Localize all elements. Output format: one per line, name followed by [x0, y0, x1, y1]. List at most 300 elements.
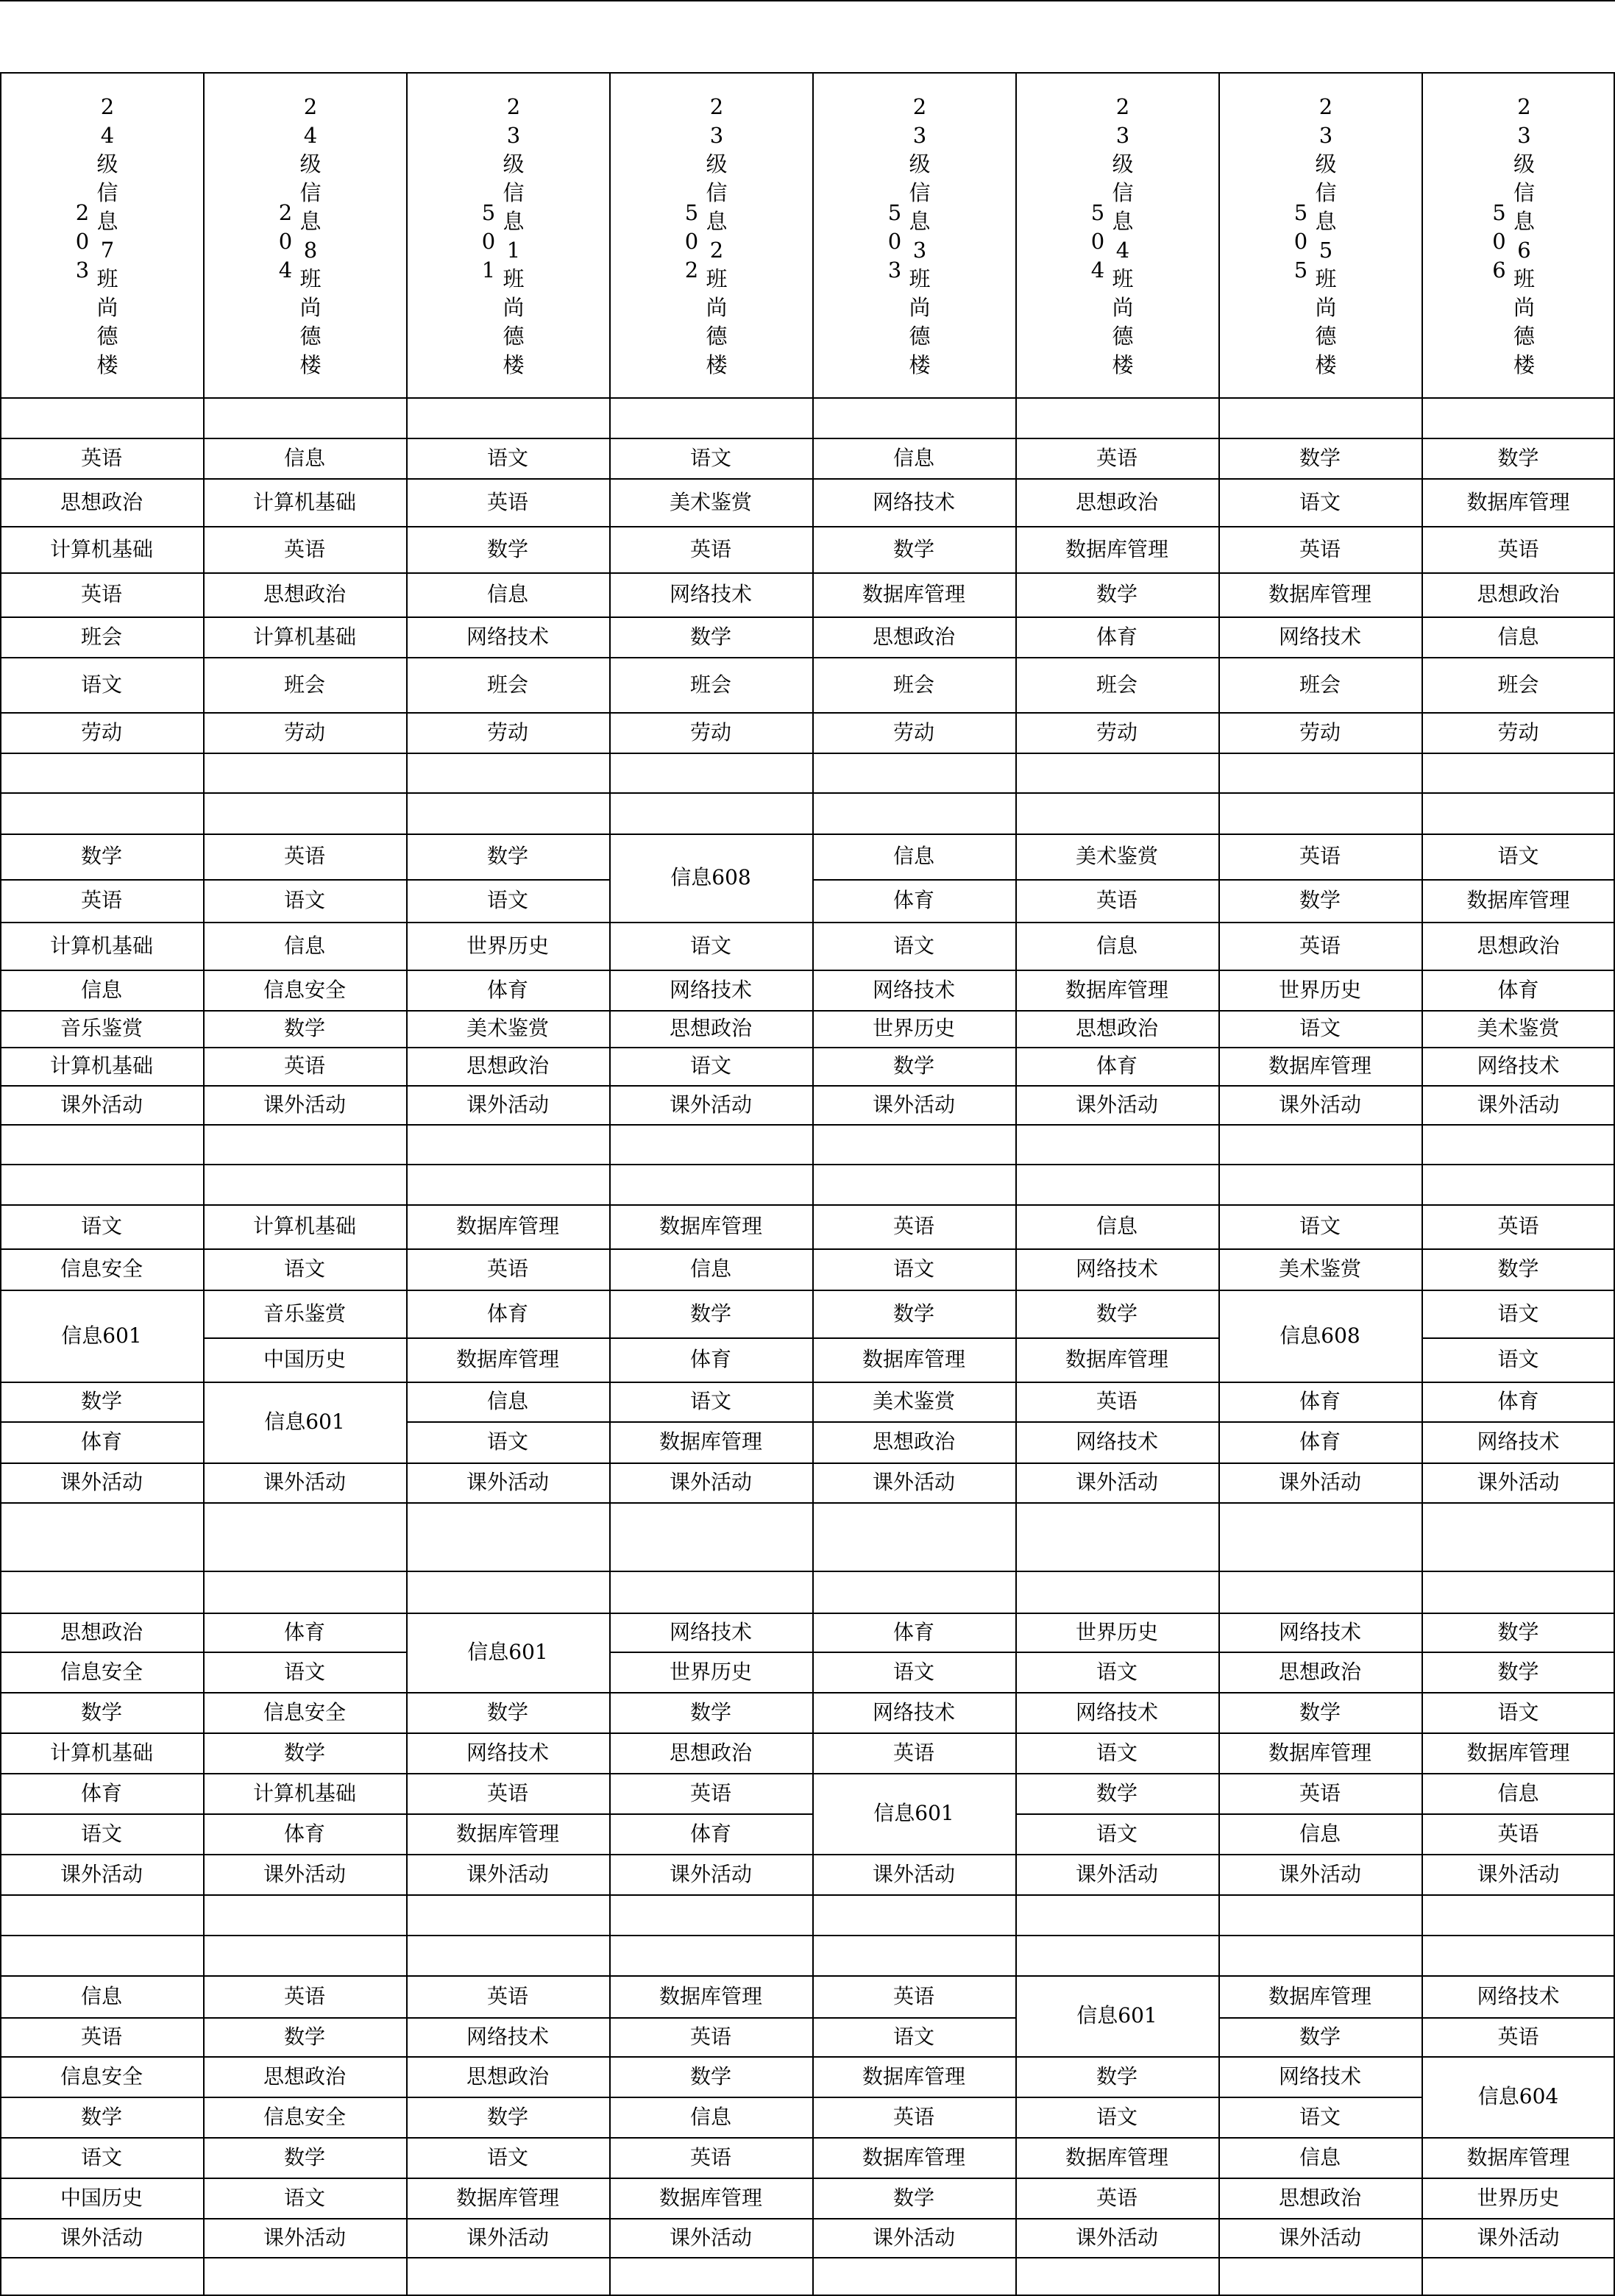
subject-cell: 体育 [689, 1347, 731, 1371]
subject-cell: 体育 [892, 888, 934, 912]
grid-line [0, 397, 1, 438]
grid-line [609, 753, 611, 792]
subject-cell: 课外活动 [1075, 1092, 1158, 1117]
grid-line [406, 397, 408, 438]
subject-cell: 课外活动 [466, 1470, 549, 1494]
grid-line [0, 1894, 203, 1896]
subject-cell: 网络技术 [872, 977, 955, 1002]
subject-cell: 语文 [80, 1214, 122, 1238]
subject-cell: 语文 [80, 2144, 122, 2169]
subject-cell: 网络技术 [1477, 1429, 1560, 1454]
subject-cell: 语文 [486, 2144, 528, 2169]
grid-line [1218, 1571, 1220, 1613]
subject-cell: 数学 [1096, 1780, 1137, 1805]
grid-line [1421, 1894, 1615, 1896]
subject-cell: 语文 [1096, 1740, 1137, 1765]
subject-cell: 班会 [80, 624, 122, 649]
grid-line [1421, 1502, 1615, 1504]
grid-line [812, 1124, 814, 1164]
subject-cell: 课外活动 [466, 1861, 549, 1886]
subject-cell: 体育 [1497, 1389, 1539, 1413]
subject-cell: 音乐鉴赏 [263, 1301, 346, 1326]
grid-line [609, 792, 611, 834]
subject-cell: 数学 [283, 1016, 325, 1040]
subject-cell: 数据库管理 [1268, 582, 1371, 606]
subject-cell: 思想政治 [872, 1429, 955, 1454]
grid-line [812, 1124, 1015, 1126]
grid-line [609, 1502, 611, 1571]
subject-cell: 美术鉴赏 [1075, 844, 1158, 868]
subject-cell: 信息601 [467, 1640, 548, 1664]
subject-cell: 语文 [1299, 489, 1341, 514]
grid-line [1421, 1164, 1423, 1204]
grid-line [1218, 72, 1220, 397]
grid-line [812, 753, 814, 792]
class-header [812, 72, 1015, 397]
subject-cell: 班会 [1299, 672, 1341, 697]
subject-cell: 劳动 [1497, 719, 1539, 744]
subject-cell: 网络技术 [1075, 1429, 1158, 1454]
subject-cell: 语文 [283, 1257, 325, 1281]
subject-cell: 信息 [1096, 933, 1137, 958]
class-header-room: 5 0 1 [481, 200, 496, 282]
subject-cell: 英语 [689, 1780, 731, 1805]
grid-line [1218, 1502, 1421, 1504]
grid-line [609, 2257, 812, 2258]
grid-line [0, 1571, 1615, 1572]
subject-cell: 思想政治 [466, 1053, 549, 1078]
subject-cell: 语文 [486, 888, 528, 912]
subject-cell: 课外活动 [263, 1470, 346, 1494]
subject-cell: 网络技术 [1278, 624, 1361, 649]
grid-line [609, 1894, 812, 1896]
subject-cell: 英语 [892, 1740, 934, 1765]
subject-cell: 数学 [486, 1699, 528, 1724]
class-header-name: 2 3 级 信 息 6 班 尚 德 楼 [1513, 94, 1535, 377]
grid-line [1421, 1935, 1423, 1975]
subject-cell: 思想政治 [1075, 489, 1158, 514]
subject-cell: 计算机基础 [252, 1214, 356, 1238]
subject-cell: 数学 [80, 1699, 122, 1724]
subject-cell: 课外活动 [1278, 2225, 1361, 2250]
subject-cell: 信息 [689, 2104, 731, 2129]
subject-cell: 思想政治 [1477, 933, 1560, 958]
subject-cell: 英语 [283, 1053, 325, 1078]
subject-cell: 语文 [1497, 1347, 1539, 1371]
subject-cell: 数据库管理 [862, 2144, 965, 2169]
subject-cell: 数据库管理 [1268, 1740, 1371, 1765]
subject-cell: 英语 [283, 536, 325, 561]
grid-line [609, 1124, 611, 1164]
subject-cell: 体育 [1096, 624, 1137, 649]
grid-line [812, 1571, 814, 1613]
subject-cell: 语文 [892, 1659, 934, 1684]
grid-line [203, 1894, 406, 1896]
subject-cell: 英语 [1299, 536, 1341, 561]
subject-cell: 数学 [892, 1301, 934, 1326]
subject-cell: 劳动 [486, 719, 528, 744]
class-header-name: 2 4 级 信 息 7 班 尚 德 楼 [96, 94, 118, 377]
grid-line [0, 1502, 203, 1504]
subject-cell: 课外活动 [1278, 1861, 1361, 1886]
subject-cell: 数学 [283, 1740, 325, 1765]
grid-line [0, 1502, 1, 1571]
subject-cell: 英语 [1497, 1214, 1539, 1238]
subject-cell: 美术鉴赏 [872, 1389, 955, 1413]
subject-cell: 语文 [1497, 1699, 1539, 1724]
grid-line [1218, 753, 1220, 792]
grid-line [0, 1894, 1, 1935]
subject-cell: 数据库管理 [862, 2064, 965, 2089]
subject-cell: 数学 [1096, 1301, 1137, 1326]
class-header [203, 72, 406, 397]
subject-cell: 美术鉴赏 [1477, 1016, 1560, 1040]
subject-cell: 英语 [892, 2104, 934, 2129]
subject-cell: 课外活动 [872, 1092, 955, 1117]
grid-line [812, 753, 1015, 754]
class-header-name: 2 3 级 信 息 3 班 尚 德 楼 [909, 94, 931, 377]
subject-cell: 体育 [283, 1619, 325, 1644]
subject-cell: 网络技术 [872, 489, 955, 514]
grid-line [1015, 1502, 1017, 1571]
subject-cell: 语文 [283, 888, 325, 912]
subject-cell: 课外活动 [60, 1861, 143, 1886]
subject-cell: 思想政治 [60, 1619, 143, 1644]
subject-cell: 数据库管理 [659, 2185, 762, 2210]
grid-line [0, 1337, 1, 1382]
grid-line [1421, 753, 1423, 792]
grid-line [406, 792, 408, 834]
subject-cell: 课外活动 [263, 1861, 346, 1886]
subject-cell: 课外活动 [669, 1092, 752, 1117]
grid-line [406, 1652, 408, 1692]
subject-cell: 信息安全 [60, 1257, 143, 1281]
subject-cell: 体育 [486, 977, 528, 1002]
subject-cell: 世界历史 [669, 1659, 752, 1684]
subject-cell: 语文 [892, 1257, 934, 1281]
subject-cell: 课外活动 [1278, 1470, 1361, 1494]
subject-cell: 数学 [892, 1053, 934, 1078]
grid-line [1015, 1894, 1218, 1896]
subject-cell: 信息 [1096, 1214, 1137, 1238]
grid-line [1218, 1124, 1220, 1164]
subject-cell: 课外活动 [1278, 1092, 1361, 1117]
subject-cell: 信息608 [1279, 1323, 1360, 1348]
subject-cell: 劳动 [283, 719, 325, 744]
subject-cell: 世界历史 [1477, 2185, 1560, 2210]
grid-line [1015, 1894, 1017, 1935]
subject-cell: 课外活动 [60, 2225, 143, 2250]
subject-cell: 班会 [892, 672, 934, 697]
grid-line [0, 1571, 1, 1613]
subject-cell: 课外活动 [872, 2225, 955, 2250]
subject-cell: 语文 [283, 1659, 325, 1684]
subject-cell: 课外活动 [60, 1092, 143, 1117]
subject-cell: 数学 [486, 536, 528, 561]
grid-line [1218, 1124, 1421, 1126]
subject-cell: 计算机基础 [252, 489, 356, 514]
subject-cell: 信息 [1299, 2144, 1341, 2169]
subject-cell: 英语 [1096, 445, 1137, 470]
subject-cell: 思想政治 [669, 1016, 752, 1040]
class-header [0, 72, 203, 397]
grid-line [1218, 1935, 1220, 1975]
grid-line [1218, 1894, 1421, 1896]
grid-line [0, 1935, 1, 1975]
subject-cell: 数据库管理 [1466, 1740, 1570, 1765]
subject-cell: 数学 [1299, 888, 1341, 912]
subject-cell: 信息 [1497, 624, 1539, 649]
subject-cell: 网络技术 [1477, 1983, 1560, 2008]
grid-line [812, 2257, 814, 2295]
subject-cell: 信息 [80, 1983, 122, 2008]
subject-cell: 信息 [1497, 1780, 1539, 1805]
grid-line [1218, 2257, 1220, 2295]
grid-line [812, 1935, 814, 1975]
subject-cell: 信息604 [1477, 2084, 1559, 2108]
grid-line [1015, 397, 1017, 438]
subject-cell: 课外活动 [1075, 1470, 1158, 1494]
grid-line [1421, 1571, 1423, 1613]
subject-cell: 体育 [283, 1821, 325, 1846]
grid-line [609, 1571, 611, 1613]
subject-cell: 数据库管理 [1466, 489, 1570, 514]
grid-line [0, 753, 1, 792]
subject-cell: 劳动 [1096, 719, 1137, 744]
grid-line [0, 72, 1, 397]
subject-cell: 思想政治 [466, 2064, 549, 2089]
grid-line [609, 72, 611, 397]
subject-cell: 信息 [283, 933, 325, 958]
subject-cell: 思想政治 [263, 582, 346, 606]
grid-line [406, 1124, 609, 1126]
subject-cell: 世界历史 [466, 933, 549, 958]
subject-cell: 信息安全 [60, 1659, 143, 1684]
grid-line [1218, 753, 1421, 754]
subject-cell: 英语 [1299, 1780, 1341, 1805]
subject-cell: 课外活动 [1477, 1092, 1560, 1117]
subject-cell: 语文 [1299, 1016, 1341, 1040]
subject-cell: 英语 [80, 582, 122, 606]
subject-cell: 数据库管理 [862, 582, 965, 606]
class-header-name: 2 3 级 信 息 5 班 尚 德 楼 [1315, 94, 1337, 377]
subject-cell: 信息601 [1076, 2003, 1157, 2027]
subject-cell: 英语 [283, 844, 325, 868]
grid-line [1015, 2257, 1017, 2295]
subject-cell: 信息 [1299, 1821, 1341, 1846]
subject-cell: 信息601 [873, 1801, 954, 1825]
subject-cell: 课外活动 [263, 1092, 346, 1117]
subject-cell: 英语 [80, 888, 122, 912]
grid-line [1015, 1124, 1218, 1126]
class-header-room: 5 0 4 [1090, 200, 1105, 282]
subject-cell: 信息601 [264, 1410, 345, 1434]
subject-cell: 语文 [283, 2185, 325, 2210]
subject-cell: 网络技术 [669, 582, 752, 606]
grid-line [1421, 1124, 1615, 1126]
class-header-room: 2 0 4 [278, 200, 293, 282]
grid-line [1015, 1164, 1017, 1204]
grid-line [0, 1124, 203, 1126]
grid-line [203, 753, 406, 754]
subject-cell: 信息 [892, 445, 934, 470]
subject-cell: 课外活动 [466, 1092, 549, 1117]
subject-cell: 信息安全 [263, 2104, 346, 2129]
subject-cell: 英语 [486, 1780, 528, 1805]
grid-line [0, 1935, 1615, 1936]
grid-line [203, 1894, 205, 1935]
grid-line [203, 1502, 205, 1571]
subject-cell: 数据库管理 [1268, 1053, 1371, 1078]
subject-cell: 语文 [1299, 1214, 1341, 1238]
subject-cell: 信息 [689, 1257, 731, 1281]
class-header [609, 72, 812, 397]
subject-cell: 语文 [80, 1821, 122, 1846]
grid-line [1218, 792, 1220, 834]
grid-line [0, 1124, 1, 1164]
subject-cell: 数据库管理 [1065, 977, 1168, 1002]
subject-cell: 语文 [486, 445, 528, 470]
subject-cell: 英语 [283, 1983, 325, 2008]
grid-line [0, 1164, 1615, 1165]
subject-cell: 网络技术 [1075, 1257, 1158, 1281]
grid-line [812, 1164, 814, 1204]
subject-cell: 美术鉴赏 [1278, 1257, 1361, 1281]
grid-line [1015, 1502, 1218, 1504]
grid-line [203, 1502, 406, 1504]
grid-line [203, 2257, 205, 2295]
subject-cell: 语文 [1096, 1659, 1137, 1684]
grid-line [0, 1164, 1, 1204]
grid-line [1421, 1894, 1423, 1935]
subject-cell: 英语 [1299, 933, 1341, 958]
subject-cell: 劳动 [1299, 719, 1341, 744]
subject-cell: 世界历史 [872, 1016, 955, 1040]
subject-cell: 数据库管理 [659, 1429, 762, 1454]
grid-line [812, 1502, 814, 1571]
grid-line [1015, 2257, 1218, 2258]
subject-cell: 数学 [1299, 2024, 1341, 2049]
grid-line [609, 879, 611, 922]
subject-cell: 语文 [892, 933, 934, 958]
subject-cell: 数学 [283, 2024, 325, 2049]
grid-line [812, 1894, 1015, 1896]
class-header-room: 2 0 3 [75, 200, 90, 282]
grid-line [203, 792, 205, 834]
grid-line [812, 1502, 1015, 1504]
subject-cell: 信息601 [61, 1323, 142, 1348]
subject-cell: 劳动 [892, 719, 934, 744]
grid-line [812, 792, 814, 834]
subject-cell: 美术鉴赏 [669, 489, 752, 514]
subject-cell: 英语 [892, 1983, 934, 2008]
grid-line [0, 753, 203, 754]
subject-cell: 英语 [486, 1257, 528, 1281]
subject-cell: 数学 [1497, 445, 1539, 470]
subject-cell: 课外活动 [60, 1470, 143, 1494]
grid-line [0, 2257, 203, 2258]
grid-line [812, 72, 814, 397]
grid-line [0, 397, 1615, 399]
subject-cell: 语文 [689, 933, 731, 958]
subject-cell: 网络技术 [466, 624, 549, 649]
subject-cell: 英语 [80, 2024, 122, 2049]
grid-line [1218, 1164, 1220, 1204]
subject-cell: 体育 [80, 1780, 122, 1805]
class-header-name: 2 3 级 信 息 2 班 尚 德 楼 [706, 94, 728, 377]
subject-cell: 语文 [1096, 2104, 1137, 2129]
grid-line [1015, 72, 1017, 397]
subject-cell: 数学 [689, 2064, 731, 2089]
grid-line [1015, 1571, 1017, 1613]
grid-line [203, 1935, 205, 1975]
subject-cell: 语文 [1497, 844, 1539, 868]
grid-line [406, 1502, 408, 1571]
subject-cell: 信息 [283, 445, 325, 470]
class-header-name: 2 3 级 信 息 4 班 尚 德 楼 [1112, 94, 1134, 377]
grid-line [406, 1571, 408, 1613]
class-header-name: 2 3 级 信 息 1 班 尚 德 楼 [503, 94, 525, 377]
subject-cell: 数学 [80, 1389, 122, 1413]
subject-cell: 班会 [486, 672, 528, 697]
subject-cell: 数学 [892, 2185, 934, 2210]
subject-cell: 数学 [486, 2104, 528, 2129]
subject-cell: 数学 [892, 536, 934, 561]
subject-cell: 信息 [892, 844, 934, 868]
subject-cell: 思想政治 [263, 2064, 346, 2089]
grid-line [203, 1124, 205, 1164]
subject-cell: 计算机基础 [252, 1780, 356, 1805]
grid-line [812, 1813, 814, 1854]
subject-cell: 数学 [486, 844, 528, 868]
grid-line [1421, 792, 1423, 834]
grid-line [0, 2257, 1, 2295]
subject-cell: 信息 [486, 582, 528, 606]
subject-cell: 信息 [486, 1389, 528, 1413]
subject-cell: 课外活动 [1075, 1861, 1158, 1886]
class-header [1218, 72, 1421, 397]
subject-cell: 数据库管理 [455, 1347, 559, 1371]
grid-line [0, 792, 1615, 794]
subject-cell: 语文 [1497, 1301, 1539, 1326]
class-header-room: 5 0 5 [1293, 200, 1308, 282]
subject-cell: 数据库管理 [455, 2185, 559, 2210]
subject-cell: 劳动 [80, 719, 122, 744]
grid-line [406, 2257, 609, 2258]
subject-cell: 网络技术 [872, 1699, 955, 1724]
grid-line [1015, 753, 1218, 754]
grid-line [1421, 753, 1615, 754]
subject-cell: 音乐鉴赏 [60, 1016, 143, 1040]
subject-cell: 课外活动 [872, 1861, 955, 1886]
grid-line [1421, 2257, 1615, 2258]
subject-cell: 英语 [486, 1983, 528, 2008]
subject-cell: 数学 [283, 2144, 325, 2169]
subject-cell: 计算机基础 [49, 1740, 153, 1765]
grid-line [609, 397, 611, 438]
subject-cell: 网络技术 [669, 977, 752, 1002]
subject-cell: 课外活动 [669, 2225, 752, 2250]
grid-line [406, 2257, 408, 2295]
subject-cell: 数学 [1497, 1659, 1539, 1684]
subject-cell: 英语 [1497, 2024, 1539, 2049]
grid-line [609, 1124, 812, 1126]
subject-cell: 网络技术 [1477, 1053, 1560, 1078]
grid-line [1015, 792, 1017, 834]
subject-cell: 课外活动 [1477, 2225, 1560, 2250]
subject-cell: 英语 [689, 536, 731, 561]
subject-cell: 体育 [1299, 1389, 1341, 1413]
